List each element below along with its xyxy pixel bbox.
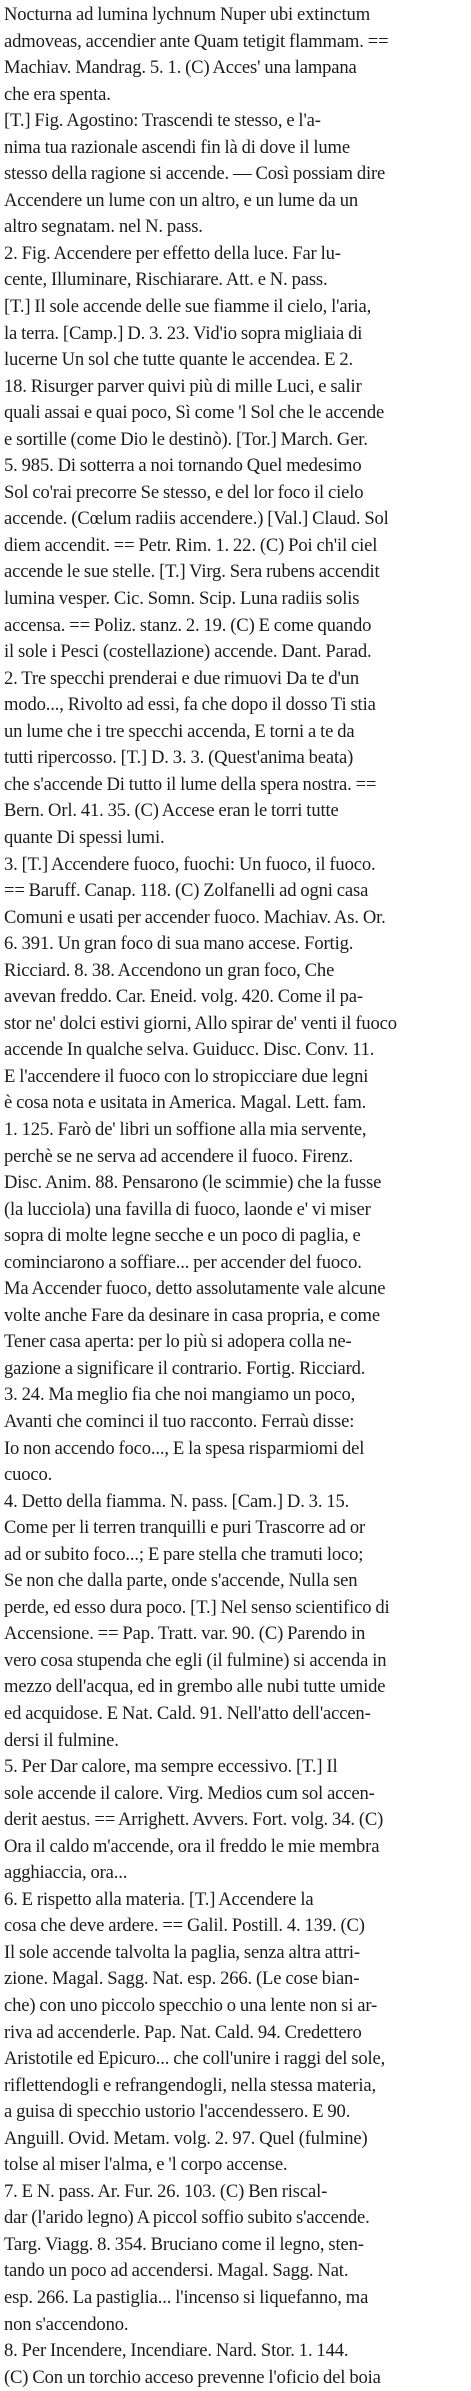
text-line: agghiaccia, ora...	[4, 1862, 128, 1884]
text-line: [T.] Fig. Agostino: Trascendi te stesso, e l'a-	[4, 110, 321, 132]
text-line: accensa. == Poliz. stanz. 2. 19. (C) E come quando	[4, 614, 372, 636]
text-line: == Baruff. Canap. 118. (C) Zolfanelli ad ogni casa	[4, 880, 369, 902]
text-line: 5. 985. Di sotterra a noi tornando Quel medesimo	[4, 455, 362, 477]
text-line: cente, Illuminare, Rischiarare. Att. e N. pass.	[4, 269, 328, 291]
text-line: 6. E rispetto alla materia. [T.] Accendere la	[4, 1888, 314, 1910]
text-line: accende In qualche selva. Guiducc. Disc. Conv. 11.	[4, 1039, 375, 1061]
dictionary-entry-text	[4, 2, 467, 2391]
text-line: [T.] Il sole accende delle sue fiamme il cielo, l'aria,	[4, 296, 372, 318]
text-line: riva ad accenderle. Pap. Nat. Cald. 94. Credettero	[4, 2021, 362, 2043]
text-line: ed acquidose. E Nat. Cald. 91. Nell'atto dell'accen-	[4, 1703, 371, 1724]
text-line: modo..., Rivolto ad essi, fa che dopo il dosso Ti stia	[4, 694, 376, 716]
text-line: 4. Detto della fiamma. N. pass. [Cam.] D. 3. 15.	[4, 1490, 350, 1512]
text-line: un lume che i tre specchi accenda, E torni a te da	[4, 720, 355, 742]
text-line: Il sole accende talvolta la paglia, senza altra attri-	[4, 1941, 360, 1963]
text-line: volte anche Fare da desinare in casa propria, e come	[4, 1304, 380, 1326]
text-line: il sole i Pesci (costellazione) accende. Dant. Parad.	[4, 641, 372, 663]
text-line: Avanti che cominci il tuo racconto. Ferraù disse:	[4, 1410, 355, 1432]
text-line: cosa che deve ardere. == Galil. Postill. 4. 139. (C)	[4, 1915, 365, 1937]
text-line: cominciarono a soffiare... per accender del fuoco.	[4, 1251, 362, 1273]
text-line: 3. [T.] Accendere fuoco, fuochi: Un fuoco, il fuoco.	[4, 853, 376, 875]
text-line: 7. E N. pass. Ar. Fur. 26. 103. (C) Ben riscal-	[4, 2180, 328, 2202]
text-line: 1. 125. Farò de' libri un soffione alla mia servente,	[4, 1118, 367, 1140]
text-line: derit aestus. == Arrighett. Avvers. Fort. volg. 34. (C)	[4, 1809, 384, 1831]
text-line: 18. Risurger parver quivi più di mille Luci, e salir	[4, 375, 362, 397]
text-line: stesso della ragione si accende. — Così possiam dire	[4, 163, 386, 185]
text-line: Bern. Orl. 41. 35. (C) Accese eran le torri tutte	[4, 800, 339, 822]
text-line: non s'accendono.	[4, 2313, 129, 2335]
text-line: Sol co'rai precorre Se stesso, e del lor foco il cielo	[4, 481, 364, 503]
text-line: che era spenta.	[4, 83, 111, 105]
text-line: diem accendit. == Petr. Rim. 1. 22. (C) Poi ch'il ciel	[4, 534, 378, 556]
text-line: vero cosa stupenda che egli (il fulmine) si accenda in	[4, 1649, 387, 1671]
text-line: admoveas, accendier ante Quam tetigit flammam. ==	[4, 30, 389, 52]
text-line: riflettendogli e refrangendogli, nella stessa materia,	[4, 2074, 376, 2096]
text-line: mezzo dell'acqua, ed in grembo alle nubi tutte umide	[4, 1676, 386, 1698]
text-line: Aristotile ed Epicuro... che coll'unire i raggi del sole,	[4, 2048, 386, 2070]
text-line: sole accende il calore. Virg. Medios cum sol accen-	[4, 1782, 375, 1804]
text-line: esp. 266. La pastiglia... l'incenso si liquefanno, ma	[4, 2287, 369, 2309]
text-line: lucerne Un sol che tutte quante le accendea. E 2.	[4, 349, 354, 371]
text-line: nima tua razionale ascendi fin là di dove il lume	[4, 136, 350, 158]
text-line: cuoco.	[4, 1464, 53, 1486]
text-line: Anguill. Ovid. Metam. volg. 2. 97. Quel (fulmine)	[4, 2127, 368, 2149]
text-line: Targ. Viagg. 8. 354. Bruciano come il legno, sten-	[4, 2233, 364, 2255]
text-line: altro segnatam. nel N. pass.	[4, 216, 203, 238]
text-line: Ricciard. 8. 38. Accendono un gran foco, Che	[4, 959, 335, 981]
text-line: 5. Per Dar calore, ma sempre eccessivo. [T.] Il	[4, 1756, 338, 1778]
text-line: tando un poco ad accendersi. Magal. Sagg. Nat.	[4, 2260, 349, 2282]
text-line: 6. 391. Un gran foco di sua mano accese. Fortig.	[4, 933, 354, 955]
text-line: E l'accendere il fuoco con lo stropicciare due legni	[4, 1065, 369, 1087]
text-line: Ma Accender fuoco, detto assolutamente vale alcune	[4, 1278, 386, 1300]
text-line: ad or subito foco...; E pare stella che tramuti loco;	[4, 1543, 364, 1565]
text-line: (C) Con un torchio acceso prevenne l'oficio del boia	[4, 2366, 381, 2388]
text-line: quante Di spessi lumi.	[4, 826, 165, 848]
text-line: tolse al miser l'alma, e 'l corpo accense.	[4, 2154, 288, 2176]
text-line: che s'accende Di tutto il lume della spera nostra. ==	[4, 773, 377, 795]
text-line: avevan freddo. Car. Eneid. volg. 420. Come il pa-	[4, 986, 363, 1008]
text-line: quali assai e quai poco, Sì come 'l Sol che le accende	[4, 402, 385, 424]
text-line: perchè se ne serva ad accendere il fuoco. Firenz.	[4, 1145, 353, 1167]
text-line: zione. Magal. Sagg. Nat. esp. 266. (Le cose bian-	[4, 1968, 360, 1990]
text-line: 8. Per Incendere, Incendiare. Nard. Stor. 1. 144.	[4, 2340, 349, 2362]
text-line: perde, ed esso dura poco. [T.] Nel senso scientifico di	[4, 1596, 390, 1618]
text-line: Accensione. == Pap. Tratt. var. 90. (C) Parendo in	[4, 1623, 366, 1645]
text-line: è cosa nota e usitata in America. Magal. Lett. fam.	[4, 1092, 367, 1114]
text-line: 2. Tre specchi prenderai e due rimuovi Da te d'un	[4, 667, 360, 689]
text-line: stor ne' dolci estivi giorni, Allo spirar de' venti il fuoco	[4, 1012, 397, 1034]
text-line: lumina vesper. Cic. Somn. Scip. Luna radiis solis	[4, 588, 360, 610]
text-line: Io non accendo foco..., E la spesa risparmiomi del	[4, 1437, 365, 1459]
text-line: Comuni e usati per accender fuoco. Machiav. As. Or.	[4, 906, 386, 928]
text-line: Ora il caldo m'accende, ora il freddo le mie membra	[4, 1835, 380, 1857]
text-line: Accendere un lume con un altro, e un lume da un	[4, 189, 359, 211]
text-line: la terra. [Camp.] D. 3. 23. Vid'io sopra migliaia di	[4, 322, 363, 344]
text-line: tutti ripercosso. [T.] D. 3. 3. (Quest'anima beata)	[4, 747, 354, 769]
text-line: 3. 24. Ma meglio fia che noi mangiamo un poco,	[4, 1384, 356, 1406]
text-line: Machiav. Mandrag. 5. 1. (C) Acces' una lampana	[4, 57, 357, 79]
text-line: Se non che dalla parte, onde s'accende, Nulla sen	[4, 1570, 358, 1592]
text-line: dar (l'arido legno) A piccol soffio subito s'accende.	[4, 2207, 370, 2229]
text-line: sopra di molte legne secche e un poco di paglia, e	[4, 1225, 361, 1247]
text-line: che) con uno piccolo specchio o una lente non si ar-	[4, 1995, 378, 2017]
text-line: (la lucciola) una favilla di fuoco, laonde e' vi miser	[4, 1198, 371, 1220]
text-line: accende le sue stelle. [T.] Virg. Sera rubens accendit	[4, 561, 380, 583]
text-line: Disc. Anim. 88. Pensarono (le scimmie) che la fusse	[4, 1172, 382, 1194]
text-line: Tener casa aperta: per lo più si adopera colla ne-	[4, 1331, 352, 1353]
text-line: accende. (Cœlum radiis accendere.) [Val.] Claud. Sol	[4, 508, 389, 530]
text-line: e sortille (come Dio le destinò). [Tor.] March. Ger.	[4, 428, 368, 450]
text-line: dersi il fulmine.	[4, 1729, 119, 1751]
text-line: Nocturna ad lumina lychnum Nuper ubi extinctum	[4, 4, 371, 25]
text-line: 2. Fig. Accendere per effetto della luce. Far lu-	[4, 242, 341, 264]
text-line: gazione a significare il contrario. Fortig. Ricciard.	[4, 1357, 366, 1379]
text-line: Come per li terren tranquilli e puri Trascorre ad or	[4, 1517, 366, 1539]
text-line: a guisa di specchio ustorio l'accendessero. E 90.	[4, 2101, 351, 2123]
